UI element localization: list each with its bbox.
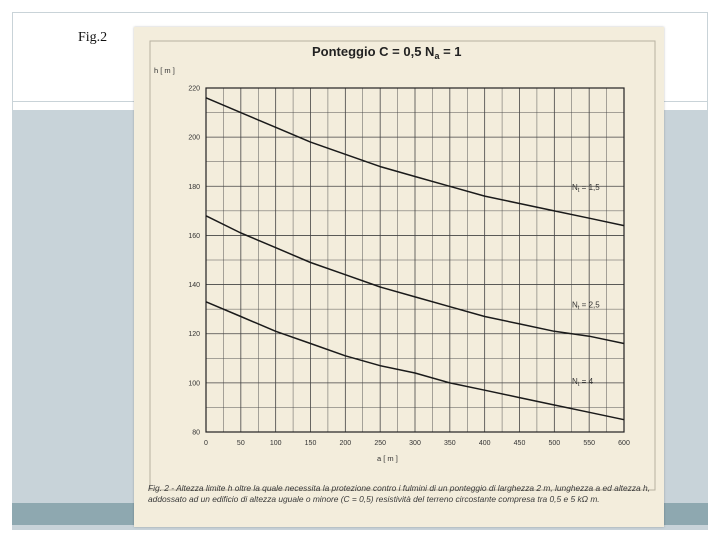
x-tick-label: 500 xyxy=(548,440,561,447)
y-tick-label: 220 xyxy=(188,85,200,93)
y-tick-label: 80 xyxy=(192,429,200,437)
x-tick-label: 350 xyxy=(443,440,456,447)
x-tick-label: 100 xyxy=(269,440,282,447)
chart-title xyxy=(312,44,462,61)
series-label-sub: t xyxy=(577,381,580,388)
x-tick-label: 450 xyxy=(513,440,526,447)
ticks xyxy=(188,86,630,448)
figure-border xyxy=(150,41,655,490)
y-tick-label: 180 xyxy=(188,183,200,191)
series-label-sub: t xyxy=(577,305,580,312)
series-label-tail: = 4 xyxy=(579,376,594,386)
x-tick-label: 300 xyxy=(409,440,421,447)
x-tick-label: 400 xyxy=(478,440,491,447)
series-label-main: N xyxy=(572,182,578,192)
y-axis-label: h [ m ] xyxy=(154,66,175,75)
y-tick-label: 140 xyxy=(188,282,200,290)
x-tick-label: 250 xyxy=(374,440,387,447)
scanned-figure xyxy=(134,27,664,527)
series-label-tail: = 2,5 xyxy=(579,300,600,310)
chart-svg xyxy=(134,27,664,527)
grid xyxy=(206,88,624,432)
y-tick-label: 120 xyxy=(188,331,200,339)
series-label xyxy=(572,301,600,312)
chart-title-sub: a xyxy=(434,51,440,61)
slide-label: Fig.2 xyxy=(78,30,108,45)
y-tick-label: 200 xyxy=(188,134,200,142)
x-tick-label: 0 xyxy=(204,440,208,447)
x-tick-label: 550 xyxy=(583,440,596,447)
series-label xyxy=(572,183,600,194)
x-tick-label: 600 xyxy=(618,440,630,447)
series-label-main: N xyxy=(572,376,578,386)
series-label-sub: t xyxy=(577,187,580,194)
figure-caption: Fig. 2 - Altezza limite h oltre la quale necessita la protezione contro i fulmini di un ponteggio di larghezza 2 m, lunghezza a ed altezza h, addossato ad un edificio di altezza uguale o minore (C = 0,5) resistività del terreno circostante compresa tra 0,5 e 5 kΩ m. xyxy=(148,483,651,504)
x-tick-label: 200 xyxy=(339,440,352,447)
series-label-main: N xyxy=(572,300,578,310)
y-tick-label: 160 xyxy=(188,232,200,240)
series-label-tail: = 1,5 xyxy=(579,182,600,192)
x-tick-label: 150 xyxy=(304,440,317,447)
x-axis-label: a [ m ] xyxy=(377,454,398,463)
chart-title-tail: = 1 xyxy=(439,44,462,59)
series-labels xyxy=(572,183,600,388)
x-tick-label: 50 xyxy=(236,440,245,447)
chart-title-main: Ponteggio C = 0,5 N xyxy=(312,44,435,59)
y-tick-label: 100 xyxy=(188,380,200,388)
series-label xyxy=(572,377,594,388)
